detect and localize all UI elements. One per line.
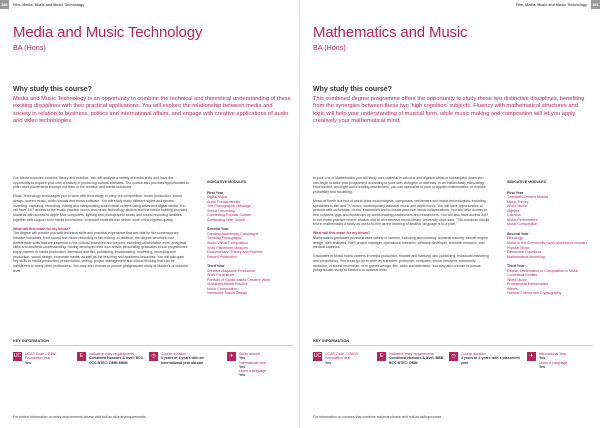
entry-requirements-icon: E xyxy=(377,352,386,361)
running-head xyxy=(515,0,599,9)
body-paragraph: Our Media modules combine theory and practice. You will analyse a variety of media texts and have the opportunity to explore your own creativity in producing cultural artefacts. The course also provides opportunities to enter work placements through our links to the creative and media industries. xyxy=(13,176,190,190)
entry-requirements-icon: E xyxy=(77,352,86,361)
module-item: Number Theory and Cryptography xyxy=(507,291,562,296)
module-item: Sound Recording xyxy=(207,208,235,213)
module-list xyxy=(207,195,292,222)
page-number: 380 xyxy=(0,0,9,9)
key-information xyxy=(300,334,600,428)
body-paragraph: Mathematics graduates pursue a wide variety of careers, including accountancy, actuarial training, aircraft engine design, web analytics, NHS project manager, operational research, software developer, scientific research, and medical statistics. xyxy=(313,236,488,250)
module-item: Algebra xyxy=(507,208,520,213)
module-item: World Music xyxy=(507,277,527,282)
info-label: Foundation Year xyxy=(25,356,51,361)
module-item: Waves xyxy=(507,286,518,291)
info-value: 3 years or 4 years with a placement year xyxy=(461,356,520,365)
module-item: Work Placement Modules xyxy=(207,245,248,250)
ucas-icon: UC xyxy=(313,353,322,360)
entry-requirements-info xyxy=(77,352,145,365)
section-label: Film, Media, Music and Music Technology xyxy=(515,2,587,7)
year-label: First Year xyxy=(507,190,524,195)
module-item: Thinking Photography xyxy=(207,236,242,241)
divider xyxy=(313,345,593,346)
module-item: The Photographic Message xyxy=(207,204,251,209)
year-label: Third Year xyxy=(507,264,525,269)
info-label: International Year xyxy=(239,360,267,365)
module-item: World Music xyxy=(507,204,527,209)
module-item: Creative Magazine Production xyxy=(207,268,256,273)
info-label: Learn a Language xyxy=(539,360,568,365)
module-item: Record Production xyxy=(207,254,237,259)
info-label: Study abroad xyxy=(239,352,260,356)
info-label: Foundation Year xyxy=(325,356,351,361)
body-paragraph: The degree will provide you with technical skills and practical experience that are vital for the contemporary creative industries, from sound and music recording to film editing. In addition, the degree develops core transferable skills that are essential to the cultural industries and beyond, including collaborative work, analytical skills and aesthetic understanding. Having developed their own artistic personality, graduates of our programmes enjoy careers in media production, television and film, publishing, broadcasting, marketing, recording and production, sound design, corporate media, as well as the teaching and academic industries. You will also gain key skills in media production, presentation, writing, project management and critical thinking that can be transferred to many other professions. You may also choose to pursue postgraduate study at Master's or doctoral level. xyxy=(13,231,188,273)
body-paragraph: Music at Keele is a hub of world-class musicologists, composers, performers and music technologists, including specialists in film and TV music, contemporary classical music and world music. You will have opportunities to perform with orchestras, choirs, ensembles and to create your own music collaborations. You will have access to free concerts, gigs and workshops by world-leading practitioners and researchers. You will also have access 24/7 to our music practice rooms, studios and to an extensive music library. University once said, "The musician should find in mathematics a study as useful to him as the learning of another language is to a poet." xyxy=(313,199,490,227)
module-item: Calculus xyxy=(507,213,521,218)
duration-info xyxy=(449,352,521,365)
module-item: Twentieth-Century Musics xyxy=(507,195,549,200)
module-item: Digital Video xyxy=(207,195,228,200)
footer-note: For further information on entry requirements please visit hull.ac.uk/entryrequirements xyxy=(13,415,146,419)
course-title: Mathematics and Music xyxy=(313,24,468,41)
module-item: Documentary: Theory and Practice xyxy=(207,250,263,255)
future-heading: What will this mean for my future? xyxy=(13,226,71,231)
indicative-modules xyxy=(207,180,292,296)
module-item: Audio-Visual Composition xyxy=(207,241,249,246)
year-label: Second Year xyxy=(507,231,529,236)
plane-icon: ✈ xyxy=(527,352,536,361)
module-item: Differential Equations xyxy=(507,250,542,255)
section-label: Film, Media, Music and Music Technology xyxy=(13,2,85,7)
module-item: Popular Music xyxy=(507,245,530,250)
info-value: Yes xyxy=(239,373,246,378)
future-heading: What will this mean for my future? xyxy=(313,231,371,236)
module-list xyxy=(507,236,592,259)
module-item: Music in the Community (work placement module) xyxy=(507,241,587,246)
module-item: Professional Mathematics xyxy=(507,282,549,287)
why-heading: Why study this course? xyxy=(313,86,392,93)
module-item: Work Experience xyxy=(207,273,235,278)
key-information xyxy=(0,334,300,428)
module-list xyxy=(507,269,592,296)
info-label: International Year xyxy=(539,352,567,356)
module-item: Music Performance xyxy=(507,217,538,222)
module-item: Portfolio of Studio-based Creative Work xyxy=(207,277,271,282)
year-label: First Year xyxy=(207,190,224,195)
info-label: Learn a language xyxy=(239,369,267,374)
info-value: Yes xyxy=(239,356,246,361)
module-item: Music Composition xyxy=(207,286,238,291)
ucas-info xyxy=(13,352,75,365)
info-label: Indicative entry requirements xyxy=(389,352,434,356)
module-item: Mathematical Modelling xyxy=(507,254,545,259)
duration-info xyxy=(149,352,221,365)
right-page xyxy=(300,0,600,428)
entry-requirements-info xyxy=(377,352,445,365)
modules-heading: INDICATIVE MODULES xyxy=(207,180,247,184)
clock-icon: ◷ xyxy=(449,352,458,361)
clock-icon: ◷ xyxy=(149,352,158,361)
module-list xyxy=(207,269,292,296)
info-value: Combined Honours A level: BCC-CCC BTEC: DMM-MMM xyxy=(89,356,145,365)
year-label: Third Year xyxy=(207,264,225,269)
degree-type: BA (Hons) xyxy=(13,43,46,52)
plane-icon: ✈ xyxy=(227,352,236,361)
info-label: UCAS Code – P3W xyxy=(25,352,56,356)
footer-note: For information on courses that combine subjects please visit hull.ac.uk/logcourses xyxy=(313,415,442,419)
why-heading: Why study this course? xyxy=(13,86,92,93)
running-head xyxy=(1,0,85,9)
module-item: Connecting Popular Culture xyxy=(207,213,252,218)
info-value: Combined Honours A level: BBB-BCC BTEC: DMM xyxy=(389,356,445,365)
modules-heading: INDICATIVE MODULES xyxy=(507,180,547,184)
info-value: Yes xyxy=(25,360,32,365)
international-year-info xyxy=(527,352,593,369)
course-body xyxy=(313,176,490,277)
body-paragraph: In your one in Mathematics you will study core material in calculus and algebra whilst in subsequent years you can begin to tailor your programme according to your own strengths or interests. In an intellectually stimulating environment, amongst world-leading researchers, you can specialise in pure or applied mathematics, or explore probability and modelling. xyxy=(313,176,486,194)
degree-type: BA (Hons) xyxy=(313,43,346,52)
module-item: Contextual Studies xyxy=(507,273,538,278)
info-value: 3 years or 4 years with an international year abroad xyxy=(161,356,204,365)
module-list xyxy=(207,232,292,259)
module-item: Music Composition xyxy=(507,222,538,227)
module-item: Ethnology xyxy=(507,236,523,241)
info-value: Yes xyxy=(239,364,246,369)
key-heading: KEY INFORMATION xyxy=(13,338,50,343)
indicative-modules xyxy=(507,180,592,296)
page-number: 381 xyxy=(591,0,600,9)
module-list xyxy=(507,195,592,227)
study-abroad-info xyxy=(227,352,293,378)
ucas-info xyxy=(313,352,375,365)
module-item: Music Theory xyxy=(507,199,529,204)
module-item: Creating Awareness Campaigns xyxy=(207,231,259,236)
info-value: Yes xyxy=(539,364,546,369)
info-label: Course duration xyxy=(161,352,186,356)
module-item: Sustained Media Practice xyxy=(207,282,248,287)
divider xyxy=(13,345,293,346)
info-value: Yes xyxy=(325,360,332,365)
info-label: Indicative entry requirements xyxy=(89,352,134,356)
body-paragraph: Graduates in Music follow careers in media production, finance and banking, law, publishing, broadcast marketing and consultancy. You could go on to work as a teacher, performer, composer, music therapist, community musician, or sound technician, or in games design, film, radio and television. You may also choose to pursue postgraduate study at Master's or doctoral level. xyxy=(313,254,489,273)
ucas-icon: UC xyxy=(13,353,22,360)
module-item: Composing With Sound xyxy=(207,217,245,222)
year-label: Second Year xyxy=(207,227,229,232)
body-paragraph: Music Technology encourages you to work with technology to carry out composition, music production, sound design, screen music, audio-visuals and music software. You will study many different styles and genres, inventing, capturing, recording, mixing and manipulating audio/visual content using advanced digital media. You will have 24/7 access to the music practice rooms and music technology studios and the media building provides students with access to Apple Mac computers, lighting and photographic studio and sound recording facilities, together with support from media technicians, to ensure students can deliver work of the highest quality. xyxy=(13,194,188,222)
why-text: This combined degree programme offers the opportunity to study these two distinctive disciplines, benefiting from the synergies between these two 'high cognition' subjects. Fluency with mathematical structures and logic will help your understanding of musical form, while music making and composition will let you apply creatively your mathematical mind. xyxy=(313,96,585,125)
info-label: Course duration xyxy=(461,352,486,356)
info-label: UCAS Code – GW13 xyxy=(325,352,358,356)
module-item: Interactive Sound Design xyxy=(207,291,248,296)
module-item: Audio Fundamentals xyxy=(207,199,240,204)
module-item: Recital, Dissertation or Composition in Music xyxy=(507,268,579,273)
key-heading: KEY INFORMATION xyxy=(313,338,350,343)
why-text: Media and Music Technology is an opportunity to combine the technical and theoretical understanding of these exciting disciplines with their practical applications. You will explore the relationship between media and society in relation to business, politics and international affairs, and engage with creative applications of audio and video technologies. xyxy=(13,96,291,125)
info-value: Yes xyxy=(539,356,546,361)
course-body xyxy=(13,176,190,278)
course-title: Media and Music Technology xyxy=(13,24,203,41)
